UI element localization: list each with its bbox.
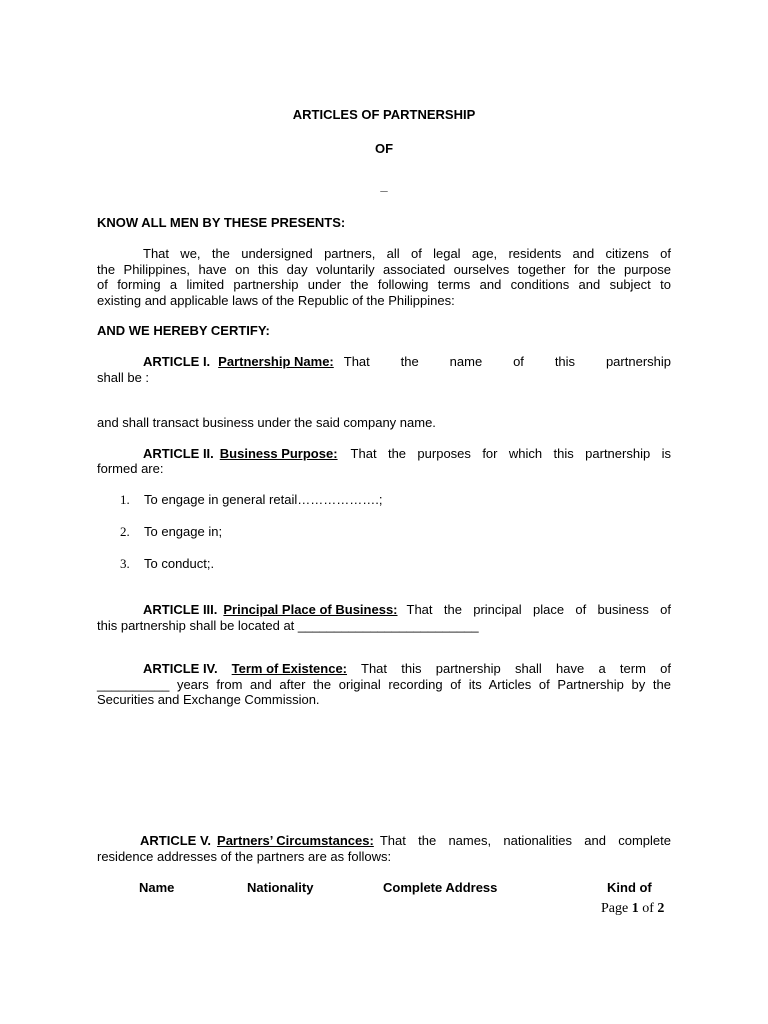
article-2-heading: Business Purpose: xyxy=(219,446,338,461)
list-item-text: To engage in; xyxy=(144,524,223,539)
intro-line-2: the Philippines, have on this day voluntarily associated ourselves together for the purpose xyxy=(97,262,671,277)
list-item-text: To conduct;. xyxy=(144,556,215,571)
title-of: OF xyxy=(374,141,394,156)
list-item-number: 2. xyxy=(120,524,130,539)
article-2-text: That the purposes for which this partnership is xyxy=(350,446,671,461)
page-number-total: 2 xyxy=(657,901,665,916)
article-2-line-2: formed are: xyxy=(97,461,164,476)
intro-line-3: of forming a limited partnership under the following terms and conditions and subject to xyxy=(97,277,671,292)
article-4-line-2: __________ years from and after the original recording of its Articles of Partnership by the xyxy=(97,677,671,692)
know-all-heading: KNOW ALL MEN BY THESE PRESENTS: xyxy=(97,215,346,230)
article-5-line-1 xyxy=(140,833,671,848)
article-1-heading: Partnership Name: xyxy=(218,354,334,369)
article-3-text: That the principal place of business of xyxy=(406,602,671,617)
certify-heading: AND WE HEREBY CERTIFY: xyxy=(97,323,270,338)
article-1-label: ARTICLE I. xyxy=(143,354,211,369)
partnership-name-blank: _ xyxy=(380,178,388,193)
table-header-address: Complete Address xyxy=(383,880,498,895)
page-number-prefix: Page xyxy=(601,901,629,916)
article-4-text: That this partnership shall have a term of xyxy=(361,661,671,676)
intro-line-4: existing and applicable laws of the Republic of the Philippines: xyxy=(97,293,455,308)
intro-line-1: That we, the undersigned partners, all of legal age, residents and citizens of xyxy=(143,246,671,261)
article-1-line-2: shall be : xyxy=(97,370,150,385)
page-number xyxy=(601,901,664,916)
article-3-label: ARTICLE III. xyxy=(143,602,218,617)
article-4-line-3: Securities and Exchange Commission. xyxy=(97,692,320,707)
list-item xyxy=(0,556,768,571)
list-item-number: 3. xyxy=(120,556,130,571)
article-1-line-3: and shall transact business under the said company name. xyxy=(97,415,436,430)
list-item xyxy=(0,492,768,507)
document-title: ARTICLES OF PARTNERSHIP xyxy=(292,107,476,122)
article-5-text: That the names, nationalities and complete xyxy=(379,833,671,848)
article-5-heading: Partners’ Circumstances: xyxy=(217,833,374,848)
list-item xyxy=(0,524,768,539)
article-1-line-1 xyxy=(143,354,671,369)
article-4-label: ARTICLE IV. xyxy=(143,661,218,676)
article-2-line-1 xyxy=(143,446,671,461)
page-number-current: 1 xyxy=(631,901,639,916)
article-5-label: ARTICLE V. xyxy=(140,833,212,848)
page-number-of: of xyxy=(642,901,654,916)
table-header-name: Name xyxy=(139,880,175,895)
list-item-text: To engage in general retail……………….; xyxy=(144,492,383,507)
article-1-text: That the name of this partnership xyxy=(343,354,671,369)
table-header-nationality: Nationality xyxy=(247,880,314,895)
article-2-label: ARTICLE II. xyxy=(143,446,214,461)
list-item-number: 1. xyxy=(120,492,130,507)
table-header-kind: Kind of xyxy=(607,880,652,895)
article-4-heading: Term of Existence: xyxy=(231,661,348,676)
article-3-line-1 xyxy=(143,602,671,617)
article-4-line-1 xyxy=(143,661,671,676)
article-3-heading: Principal Place of Business: xyxy=(223,602,398,617)
article-3-line-2: this partnership shall be located at _________________________ xyxy=(97,618,479,633)
article-5-line-2: residence addresses of the partners are as follows: xyxy=(97,849,392,864)
